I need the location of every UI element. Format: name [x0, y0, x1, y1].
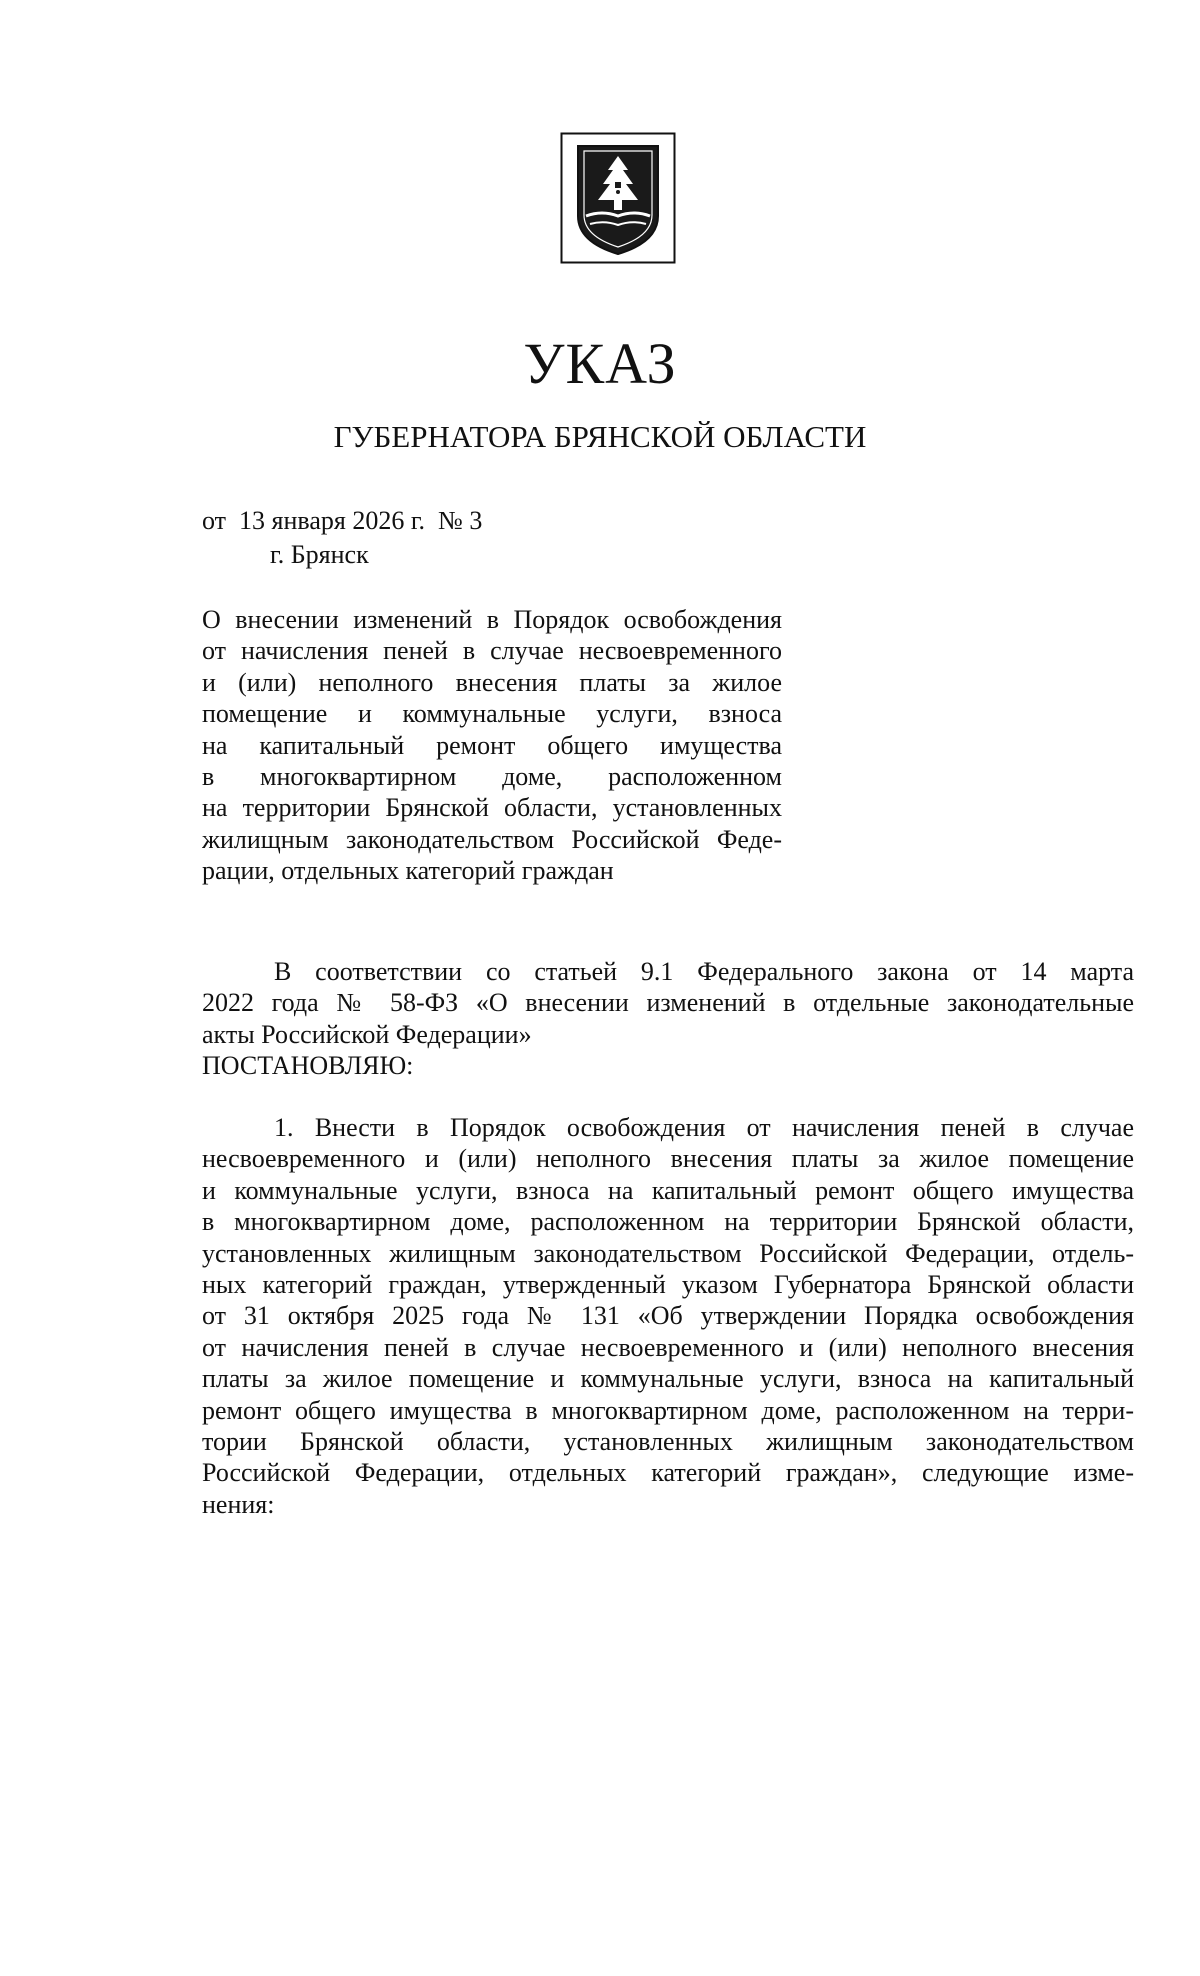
- decree-title: УКАЗ: [523, 331, 677, 396]
- item-1-line: установленных жилищным законодательством Российской Федерации, отдель-: [202, 1238, 1134, 1268]
- item-1-line: 1. Внести в Порядок освобождения от начисления пеней в случае: [274, 1113, 1134, 1142]
- heading-line: и (или) неполного внесения платы за жилое: [202, 667, 782, 697]
- item-1-line: Российской Федерации, отдельных категорий граждан», следующие изме-: [202, 1458, 1134, 1488]
- item-1-line: ных категорий граждан, утвержденный указом Губернатора Брянской области: [202, 1270, 1134, 1300]
- heading-line: на территории Брянской области, установленных: [202, 793, 782, 823]
- decree-heading: [202, 604, 782, 887]
- heading-line: на капитальный ремонт общего имущества: [202, 730, 782, 760]
- heading-line: помещение и коммунальные услуги, взноса: [202, 699, 782, 729]
- item-1-line: тории Брянской области, установленных жилищным законодательством: [202, 1427, 1134, 1457]
- item-1-line: платы за жилое помещение и коммунальные услуги, взноса на капитальный: [202, 1364, 1134, 1394]
- item-1-line: нения:: [202, 1489, 275, 1519]
- item-1-line: от 31 октября 2025 года № 131 «Об утверждении Порядка освобождения: [202, 1301, 1134, 1331]
- preamble-line: акты Российской Федерации»: [202, 1019, 532, 1049]
- heading-line: О внесении изменений в Порядок освобождения: [202, 605, 782, 634]
- heading-line: жилищным законодательством Российской Феде-: [202, 824, 782, 854]
- preamble-line: В соответствии со статьей 9.1 Федерального закона от 14 марта: [274, 957, 1134, 986]
- preamble-paragraph: [202, 956, 1134, 1082]
- item-1-paragraph: [202, 1112, 1134, 1520]
- item-1-line: и коммунальные услуги, взноса на капитальный ремонт общего имущества: [202, 1175, 1134, 1205]
- decree-date-number: от 13 января 2026 г. № 3: [202, 506, 483, 535]
- heading-line: от начисления пеней в случае несвоевременного: [202, 636, 782, 666]
- item-1-line: в многоквартирном доме, расположенном на территории Брянской области,: [202, 1207, 1134, 1237]
- heading-line: в многоквартирном доме, расположенном: [202, 762, 782, 792]
- bryansk-coat-of-arms-icon: [560, 132, 676, 264]
- decree-city: г. Брянск: [270, 540, 369, 569]
- item-1-line: ремонт общего имущества в многоквартирном доме, расположенном на терри-: [202, 1395, 1134, 1425]
- heading-line: рации, отдельных категорий граждан: [202, 856, 614, 886]
- item-1-line: несвоевременного и (или) неполного внесения платы за жилое помещение: [202, 1144, 1134, 1174]
- decree-word: ПОСТАНОВЛЯЮ:: [202, 1051, 414, 1081]
- item-1-line: от начисления пеней в случае несвоевременного и (или) неполного внесения: [202, 1332, 1134, 1362]
- issuer-title: ГУБЕРНАТОРА БРЯНСКОЙ ОБЛАСТИ: [333, 419, 867, 454]
- preamble-line: 2022 года № 58-ФЗ «О внесении изменений в отдельные законодательные: [202, 988, 1134, 1018]
